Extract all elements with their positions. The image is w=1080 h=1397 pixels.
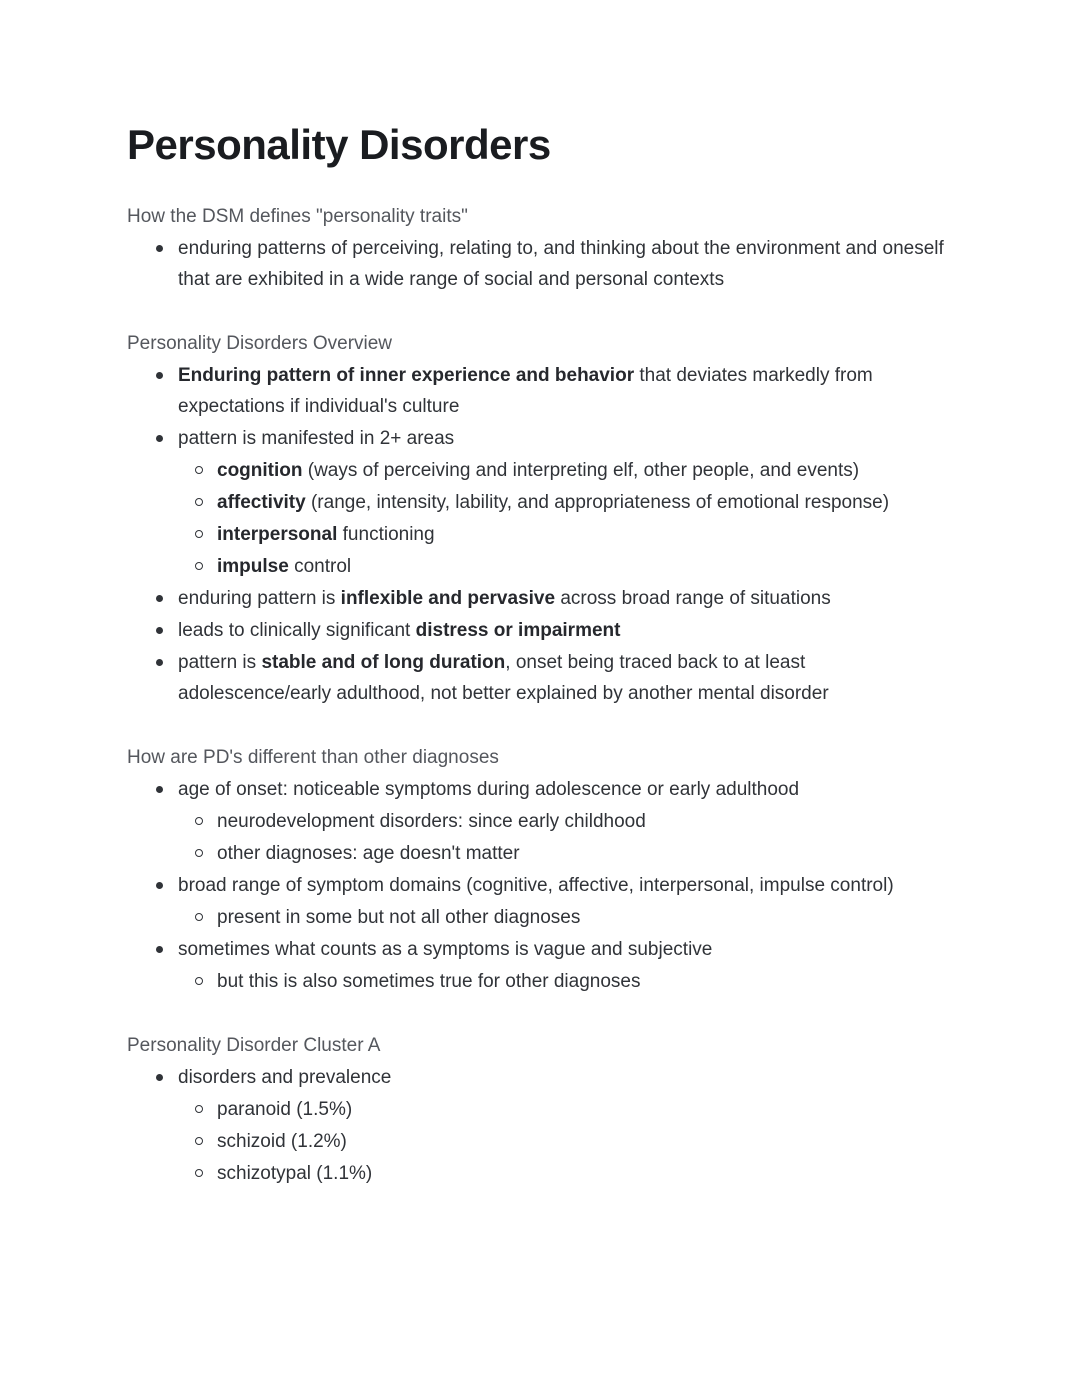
list-item xyxy=(127,934,952,965)
bullet-dot-icon xyxy=(156,1074,163,1081)
text-run: but this is also sometimes true for other diagnoses xyxy=(217,971,641,992)
section xyxy=(127,201,952,295)
bullet-dot-icon xyxy=(156,245,163,252)
list-item xyxy=(127,647,952,709)
bullet-circle-icon xyxy=(195,498,203,506)
bullet-circle-icon xyxy=(195,1169,203,1177)
list-item xyxy=(127,583,952,614)
text-run: schizoid (1.2%) xyxy=(217,1131,347,1152)
bold-text-run: Enduring pattern of inner experience and behavior xyxy=(178,365,635,386)
bold-text-run: interpersonal xyxy=(217,524,338,545)
text-run: pattern is manifested in 2+ areas xyxy=(178,428,455,449)
list-item xyxy=(127,838,952,869)
bullet-circle-icon xyxy=(195,817,203,825)
text-run: pattern is xyxy=(178,652,262,673)
section-heading: How are PD's different than other diagnoses xyxy=(127,747,499,768)
bold-text-run: impulse xyxy=(217,556,289,577)
list-item xyxy=(127,519,952,550)
section xyxy=(127,328,952,709)
bullet-dot-icon xyxy=(156,659,163,666)
bullet-dot-icon xyxy=(156,946,163,953)
bullet-circle-icon xyxy=(195,1137,203,1145)
list-item xyxy=(127,806,952,837)
bullet-circle-icon xyxy=(195,1105,203,1113)
list-item xyxy=(127,615,952,646)
text-run: control xyxy=(288,556,352,577)
text-run: functioning xyxy=(337,524,435,545)
bullet-circle-icon xyxy=(195,977,203,985)
text-run: disorders and prevalence xyxy=(178,1067,392,1088)
list-item xyxy=(127,966,952,997)
document-body xyxy=(127,201,952,1189)
text-run: across broad range of situations xyxy=(555,588,831,609)
text-run: age of onset: noticeable symptoms during adolescence or early adulthood xyxy=(178,779,800,800)
section-heading: Personality Disorder Cluster A xyxy=(127,1035,381,1056)
text-run: broad range of symptom domains (cognitive, affective, interpersonal, impulse control) xyxy=(178,875,894,896)
list-item xyxy=(127,551,952,582)
text-run: , onset being traced back to at least adolescence/early adulthood, not better explained by another mental disorder xyxy=(178,652,829,704)
bullet-dot-icon xyxy=(156,435,163,442)
bullet-dot-icon xyxy=(156,882,163,889)
text-run: (range, intensity, lability, and appropriateness of emotional response) xyxy=(305,492,890,513)
text-run: enduring patterns of perceiving, relating to, and thinking about the environment and oneself that are exhibited in a wide range of social and personal contexts xyxy=(178,238,944,290)
bold-text-run: stable and of long duration xyxy=(261,652,506,673)
text-run: sometimes what counts as a symptoms is vague and subjective xyxy=(178,939,713,960)
list-item xyxy=(127,774,952,805)
list-item xyxy=(127,455,952,486)
bullet-dot-icon xyxy=(156,627,163,634)
bold-text-run: inflexible and pervasive xyxy=(340,588,556,609)
text-run: other diagnoses: age doesn't matter xyxy=(217,843,520,864)
bullet-dot-icon xyxy=(156,786,163,793)
text-run: enduring pattern is xyxy=(178,588,341,609)
text-run: that deviates markedly from expectations if individual's culture xyxy=(178,365,873,417)
bullet-circle-icon xyxy=(195,849,203,857)
bullet-dot-icon xyxy=(156,595,163,602)
bullet-circle-icon xyxy=(195,913,203,921)
list-item xyxy=(127,902,952,933)
section xyxy=(127,1030,952,1189)
list-item xyxy=(127,1094,952,1125)
list-item xyxy=(127,360,952,422)
list-item xyxy=(127,1158,952,1189)
bullet-circle-icon xyxy=(195,562,203,570)
list-item xyxy=(127,423,952,454)
text-run: schizotypal (1.1%) xyxy=(217,1163,373,1184)
bold-text-run: cognition xyxy=(217,460,303,481)
section-heading: How the DSM defines "personality traits" xyxy=(127,206,468,227)
text-run: leads to clinically significant xyxy=(178,620,416,641)
list-item xyxy=(127,487,952,518)
bold-text-run: distress or impairment xyxy=(415,620,621,641)
bullet-dot-icon xyxy=(156,372,163,379)
list-item xyxy=(127,233,952,295)
list-item xyxy=(127,1126,952,1157)
list-item xyxy=(127,870,952,901)
list-item xyxy=(127,1062,952,1093)
text-run: (ways of perceiving and interpreting elf, other people, and events) xyxy=(302,460,860,481)
page-title: Personality Disorders xyxy=(127,121,551,168)
text-run: paranoid (1.5%) xyxy=(217,1099,353,1120)
text-run: present in some but not all other diagnoses xyxy=(217,907,581,928)
bold-text-run: affectivity xyxy=(217,492,306,513)
bullet-circle-icon xyxy=(195,530,203,538)
bullet-circle-icon xyxy=(195,466,203,474)
section-heading: Personality Disorders Overview xyxy=(127,333,393,354)
text-run: neurodevelopment disorders: since early childhood xyxy=(217,811,646,832)
section xyxy=(127,742,952,997)
